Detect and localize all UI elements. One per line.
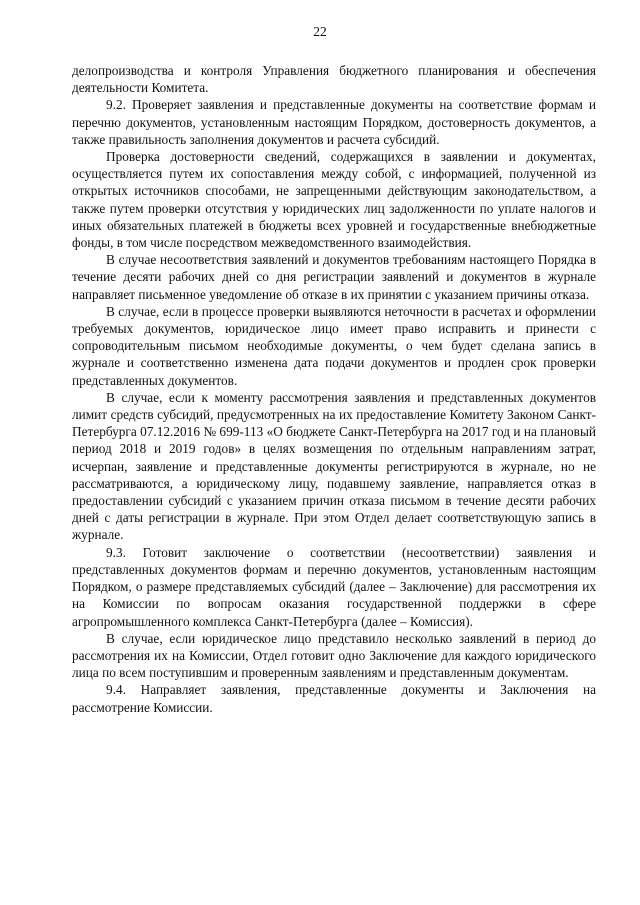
paragraph: Проверка достоверности сведений, содержащихся в заявлении и документах, осуществляется путем их сопоставления между собой, с информацией, полученной из открытых источников способами, не запрещенными действующим законодательством, а также путем проверки отсутствия у юридических лиц задолженности по уплате налогов и иных обязательных платежей в бюджеты всех уровней и государственные внебюджетные фонды, в том числе посредством межведомственного взаимодействия. bbox=[72, 149, 596, 251]
paragraph: делопроизводства и контроля Управления бюджетного планирования и обеспечения деятельности Комитета. bbox=[72, 63, 596, 96]
paragraph-9-2: 9.2. Проверяет заявления и представленные документы на соответствие формам и перечню документов, установленным настоящим Порядком, достоверность документов, а также правильность заполнения документов и расчета субсидий. bbox=[72, 97, 596, 147]
paragraph-9-4: 9.4. Направляет заявления, представленные документы и Заключения на рассмотрение Комиссии. bbox=[72, 682, 596, 715]
paragraph: В случае несоответствия заявлений и документов требованиям настоящего Порядка в течение десяти рабочих дней со дня регистрации заявлений и документов в журнале направляет письменное уведомление об отказе в их принятии с указанием причины отказа. bbox=[72, 252, 596, 302]
page-number: 22 bbox=[313, 24, 327, 39]
paragraph-9-3: 9.3. Готовит заключение о соответствии (несоответствии) заявления и представленных документов формам и перечню документов, установленным настоящим Порядком, о размере представляемых субсидий (далее – Заключение) для рассмотрения их на Комиссии по вопросам оказания государственной поддержки в сфере агропромышленного комплекса Санкт-Петербурга (далее – Комиссия). bbox=[72, 544, 596, 629]
document-body bbox=[72, 62, 596, 716]
paragraph: В случае, если к моменту рассмотрения заявления и представленных документов лимит средств субсидий, предусмотренных на их предоставление Комитету Законом Санкт-Петербурга 07.12.2016 № 699-113 «О бюджете Санкт-Петербурга на 2017 год и на плановый период 2018 и 2019 годов» в целях возмещения по отдельным направлениям затрат, исчерпан, заявление и представленные документы регистрируются в журнале, но не рассматриваются, а юридическому лицу, подавшему заявление, направляется отказ в предоставлении субсидий с указанием причин отказа письмом в течение десяти рабочих дней с даты регистрации в журнале. При этом Отдел делает соответствующую запись в журнале. bbox=[72, 389, 596, 543]
paragraph: В случае, если в процессе проверки выявляются неточности в расчетах и оформлении требуемых документов, юридическое лицо имеет право исправить и принести с сопроводительным письмом необходимые документы, о чем будет сделана запись в журнале и соответственно изменена дата подачи документов и продлен срок проверки представленных документов. bbox=[72, 303, 596, 388]
paragraph: В случае, если юридическое лицо представило несколько заявлений в период до рассмотрения их на Комиссии, Отдел готовит одно Заключение для каждого юридического лица по всем поступившим и проверенным заявлениям и представленным документам. bbox=[72, 630, 596, 681]
